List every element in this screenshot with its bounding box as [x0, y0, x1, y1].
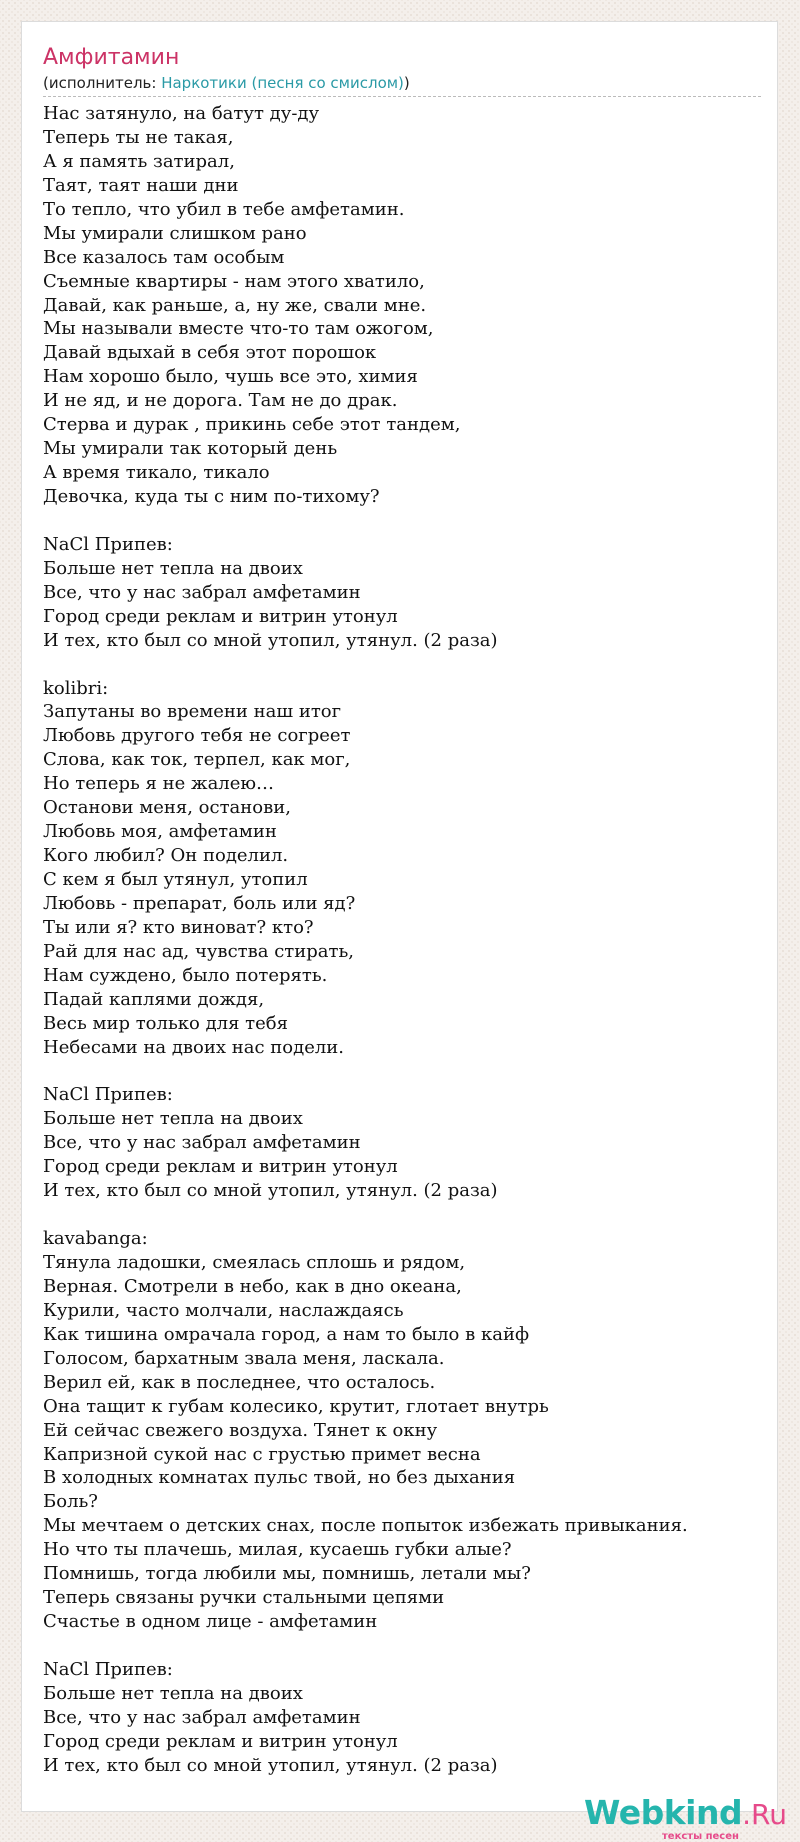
lyric-line: С кем я был утянул, утопил — [43, 869, 308, 890]
lyric-line: Она тащит к губам колесико, крутит, глотает внутрь — [43, 1395, 549, 1417]
lyric-line: Больше нет тепла на двоих — [43, 1682, 303, 1704]
lyric-line: А время тикало, тикало — [43, 462, 270, 484]
lyric-line: Капризной сукой нас с грустью примет весна — [43, 1443, 481, 1465]
stanza-break — [43, 653, 761, 677]
artist-line — [43, 73, 761, 97]
lyric-line: Тянула ладошки, смеялась сплошь и рядом, — [43, 1252, 466, 1273]
lyric-line: И тех, кто был со мной утопил, утянул. (2 раза) — [43, 1754, 498, 1776]
lyric-line: Все, что у нас забрал амфетамин — [43, 581, 361, 603]
lyric-line: Боль? — [43, 1491, 98, 1513]
lyric-line: Но теперь я не жалею… — [43, 773, 275, 795]
lyric-line: Как тишина омрачала город, а нам то было в кайф — [43, 1323, 530, 1345]
lyric-line: Останови меня, останови, — [43, 797, 291, 819]
lyric-line: Ей сейчас свежего воздуха. Тянет к окну — [43, 1419, 438, 1441]
lyric-line: Мы называли вместе что-то там ожогом, — [43, 318, 434, 340]
lyric-line: Стерва и дурак , прикинь себе этот тандем, — [43, 414, 461, 436]
site-logo[interactable] — [584, 1793, 787, 1842]
lyric-line: Верил ей, как в последнее, что осталось. — [43, 1371, 436, 1393]
stanza-break — [43, 1203, 761, 1227]
logo-tagline: тексты песен — [662, 1831, 739, 1842]
lyric-line: Кого любил? Он поделил. — [43, 845, 289, 867]
lyric-line: Любовь - препарат, боль или яд? — [43, 892, 356, 914]
lyric-line: Все, что у нас забрал амфетамин — [43, 1132, 361, 1154]
lyric-line: Запутаны во времени наш итог — [43, 701, 342, 723]
lyric-line: Счастье в одном лице - амфетамин — [43, 1611, 378, 1633]
lyric-line: И не яд, и не дорога. Там не до драк. — [43, 390, 398, 412]
lyric-line: Нам хорошо было, чушь все это, химия — [43, 366, 418, 388]
lyric-line: Все казалось там особым — [43, 246, 285, 268]
lyric-line: Курили, часто молчали, наслаждаясь — [43, 1299, 404, 1321]
lyric-line: Съемные квартиры - нам этого хватило, — [43, 270, 425, 292]
lyric-line: Все, что у нас забрал амфетамин — [43, 1706, 361, 1728]
lyric-line: Больше нет тепла на двоих — [43, 557, 303, 579]
song-title: Амфитамин — [43, 45, 180, 70]
lyric-line: Мы мечтаем о детских снах, после попыток избежать привыкания. — [43, 1515, 688, 1537]
lyric-line: Теперь связаны ручки стальными цепями — [43, 1587, 445, 1609]
lyric-line: kavabanga: — [43, 1228, 148, 1250]
lyric-line: NaCl Припев: — [43, 1658, 173, 1680]
lyric-line: Мы умирали слишком рано — [43, 222, 307, 244]
lyric-line: Девочка, куда ты с ним по-тихому? — [43, 486, 380, 507]
stanza-break — [43, 1634, 761, 1658]
lyric-line: Таят, таят наши дни — [43, 174, 239, 196]
lyric-line: Город среди реклам и витрин утонул — [43, 605, 398, 627]
lyric-line: Помнишь, тогда любили мы, помнишь, летали мы? — [43, 1563, 531, 1585]
lyric-line: NaCl Припев: — [43, 533, 173, 555]
lyric-line: Ты или я? кто виноват? кто? — [43, 916, 314, 938]
lyric-line: Небесами на двоих нас подели. — [43, 1036, 344, 1058]
lyric-line: Рай для нас ад, чувства стирать, — [43, 940, 354, 962]
logo-brand: Webkind — [584, 1793, 743, 1832]
lyric-line: Но что ты плачешь, милая, кусаешь губки алые? — [43, 1539, 512, 1561]
lyric-line: Любовь моя, амфетамин — [43, 821, 277, 843]
lyric-line: Любовь другого тебя не согреет — [43, 725, 351, 747]
lyric-line: kolibri: — [43, 677, 109, 699]
logo-tld: .Ru — [742, 1798, 787, 1831]
lyric-line: Давай вдыхай в себя этот порошок — [43, 342, 377, 364]
lyric-line: И тех, кто был со мной утопил, утянул. (2 раза) — [43, 1180, 498, 1202]
lyric-line: Слова, как ток, терпел, как мог, — [43, 749, 351, 771]
artist-prefix: (исполнитель: — [43, 74, 162, 92]
lyric-line: То тепло, что убил в тебе амфетамин. — [43, 198, 405, 220]
lyric-line: Город среди реклам и витрин утонул — [43, 1730, 398, 1752]
lyric-line: Нам суждено, было потерять. — [43, 964, 328, 986]
lyric-line: Больше нет тепла на двоих — [43, 1108, 303, 1130]
lyric-line: И тех, кто был со мной утопил, утянул. (2 раза) — [43, 629, 498, 651]
lyric-line: Падай каплями дождя, — [43, 988, 265, 1010]
lyric-line: Весь мир только для тебя — [43, 1012, 288, 1034]
lyric-line: А я память затирал, — [43, 150, 235, 172]
lyric-line: Верная. Смотрели в небо, как в дно океана, — [43, 1275, 462, 1297]
lyrics-card — [21, 21, 787, 1842]
artist-link[interactable]: Наркотики (песня со смислом) — [161, 74, 404, 92]
lyric-line: Мы умирали так который день — [43, 438, 338, 460]
lyric-line: Теперь ты не такая, — [43, 126, 234, 148]
lyrics-text — [43, 102, 761, 1778]
lyric-line: Город среди реклам и витрин утонул — [43, 1156, 398, 1178]
lyric-line: Нас затянуло, на батут ду-ду — [43, 103, 320, 124]
lyric-line: Голосом, бархатным звала меня, ласкала. — [43, 1347, 445, 1369]
lyric-line: NaCl Припев: — [43, 1084, 173, 1106]
stanza-break — [43, 509, 761, 533]
artist-suffix: ) — [403, 74, 410, 92]
stanza-break — [43, 1060, 761, 1084]
lyric-line: В холодных комнатах пульс твой, но без дыхания — [43, 1467, 516, 1489]
lyric-line: Давай, как раньше, а, ну же, свали мне. — [43, 294, 427, 316]
